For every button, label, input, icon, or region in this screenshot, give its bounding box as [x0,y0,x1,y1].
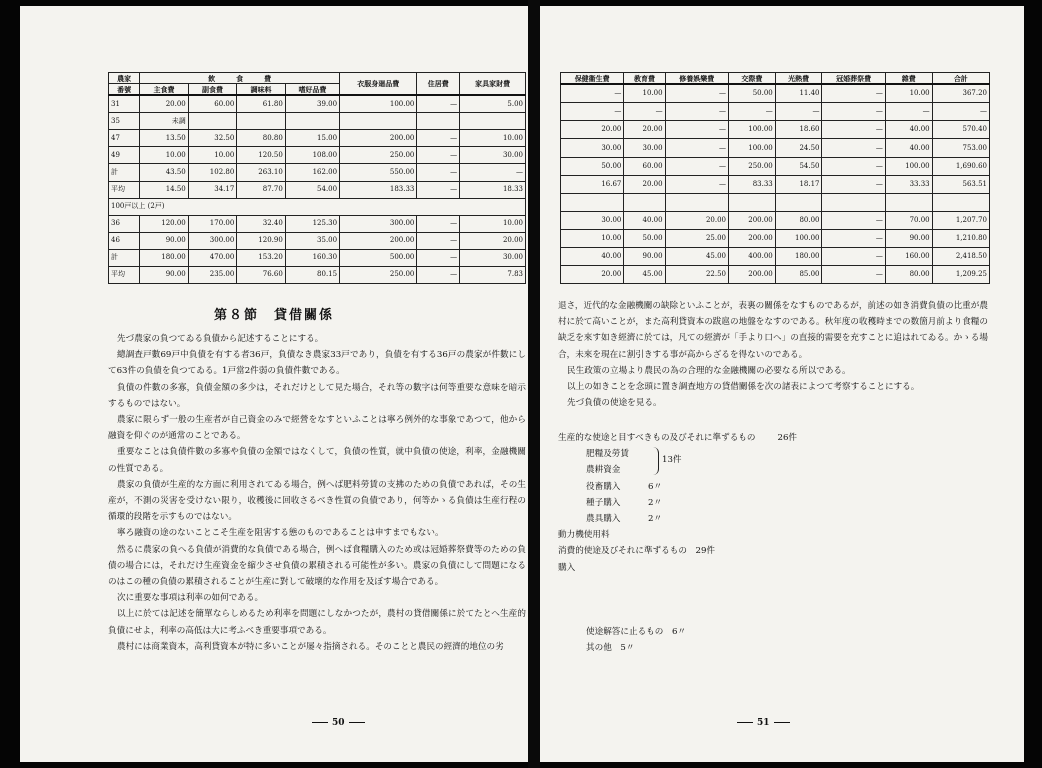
table-row [109,198,526,215]
list-item [558,640,988,656]
table-cell: 54.00 [285,181,339,198]
table-cell: 14.50 [140,181,189,198]
table-cell: 10.00 [561,229,624,247]
table-cell: 5.00 [460,95,526,113]
list-item [558,511,988,527]
table-cell: 263.10 [237,164,286,181]
table-cell: 11.40 [775,84,822,103]
table-cell: 平均 [109,266,140,283]
table-cell: 83.33 [728,175,775,193]
table-cell: — [417,130,460,147]
table-cell [775,193,822,211]
table-cell: 20.00 [460,232,526,249]
table-cell: — [417,232,460,249]
paragraph: 退さ，近代的な金融機關の缺除といふことが，表裏の關係をなすものであるが，前述の如き消費負債の比重が農村に於て高いことが，また高利貸資本の跋扈の地盤をなすのである。秋年度の收穫時までの数箇月前より食糧の缺乏を來す如き經濟に於ては，凡ての經濟が「手より口へ」の直接的需要を充すことに追はれてゐる。かゝる場合，未來を現在に割引きする事が高からざるを得ないのである。 [558,301,988,360]
table-cell [728,193,775,211]
list-item [558,576,988,592]
table-cell: 40.00 [624,211,665,229]
table-cell: 1,690.60 [932,157,989,175]
table-cell [624,193,665,211]
table-cell: 80.00 [885,265,932,283]
paragraph: 次に重要な事項は利率の如何である。 [117,593,264,604]
table-cell: — [822,229,885,247]
household-expense-table-left [108,72,526,284]
table-row [561,139,990,157]
table-cell [932,193,989,211]
table-cell: 43.50 [140,164,189,181]
section-title: 第８節 貸借關係 [213,308,334,323]
table-cell: 2,418.50 [932,247,989,265]
table-row [561,157,990,175]
table-cell: 100.00 [885,157,932,175]
table-cell: 20.00 [624,175,665,193]
table-cell: — [885,103,932,121]
table-cell: 46 [109,232,140,249]
table-row [561,193,990,211]
table-cell: 30.00 [561,139,624,157]
table-cell: — [665,84,728,103]
table-cell: 85.00 [775,265,822,283]
table-cell: 40.00 [885,121,932,139]
table-cell: 108.00 [285,147,339,164]
table-cell: 30.00 [460,147,526,164]
table-cell: 200.00 [728,229,775,247]
left-page [20,6,528,762]
paragraph: 先づ農家の負つてゐる負債から記述することにする。 [117,334,324,344]
tail-line: 消費的使途及びそれに準ずるもの 29件 [558,546,716,557]
usage-name: 種子購入 [586,497,621,508]
table-cell: 60.00 [188,95,237,113]
table-cell: 13.50 [140,130,189,147]
table-row [109,113,526,130]
table-cell: 180.00 [140,249,189,266]
table-cell: 1,209.25 [932,265,989,283]
table-cell [822,193,885,211]
page-number-right [733,718,794,728]
table-cell: 10.00 [188,147,237,164]
header-clothing: 衣服身廻品費 [340,73,417,96]
paragraph: 以上の如きことを念頭に置き調査地方の貸借關係を次の諸表によつて考察することにする。 [567,382,920,393]
paragraph: 然るに農家の負へる負債が消費的な負債である場合，例へば食糧購入のため或は冠婚葬祭費等のための負債の場合には，それだけ生産資金を縮少させ負債の累積される可能性が多い。農家の負債にして問題になるのはこの種の負債の累積されることが生産に對して破壞的な作用を及ぼす場合である。 [108,544,526,588]
table-cell: — [932,103,989,121]
table-cell: 160.30 [285,249,339,266]
table-cell: 183.33 [340,181,417,198]
table-cell: — [822,175,885,193]
table-cell: — [665,139,728,157]
table-cell: — [665,103,728,121]
table-cell: — [417,249,460,266]
table-cell: 30.00 [624,139,665,157]
list-item [558,462,988,478]
table-cell: 250.00 [340,266,417,283]
list-item [558,543,988,559]
right-page [540,6,1024,762]
table-cell: — [417,164,460,181]
table-cell: 20.00 [140,95,189,113]
right-body-text [558,298,988,411]
tail-line: 購入 [558,562,576,573]
left-body-text [108,331,526,655]
table-cell: 100戸以上 (2戸) [109,198,526,215]
table-row [561,211,990,229]
table-cell: 15.00 [285,130,339,147]
table-cell: 70.00 [885,211,932,229]
paragraph: 總調査戸數69戸中負債を有する者36戸，負債なき農家33戸であり，負債を有する36戸の農家が件數にして63件の負債を負つてゐる。1戸當2件弱の負債件數である。 [108,350,526,377]
table-cell: 10.00 [460,215,526,232]
table-row [109,266,526,283]
table-cell: — [624,103,665,121]
table-row [109,164,526,181]
table-cell: 20.00 [561,265,624,283]
table-cell: 76.60 [237,266,286,283]
table-cell [417,113,460,130]
book-gutter [528,0,540,768]
table-cell: 49 [109,147,140,164]
table-cell: — [417,95,460,113]
header-staple: 主食費 [140,84,189,96]
table-cell: 1,210.80 [932,229,989,247]
table-cell: — [822,139,885,157]
header-food-group: 飲 食 費 [140,73,340,84]
table-cell: 計 [109,249,140,266]
table-cell: 計 [109,164,140,181]
table-cell: 未調 [140,113,189,130]
usage-heading-row [558,430,988,446]
table-cell: 200.00 [340,130,417,147]
table-cell: 300.00 [188,232,237,249]
table-cell: 60.00 [624,157,665,175]
table-row [109,232,526,249]
table-cell: 300.00 [340,215,417,232]
paragraph: 負債の件數の多寡，負債金額の多少は，それだけとして見た場合，それ等の數字は何等重要な意味を暗示するものではない。 [108,382,526,409]
table-cell: 32.40 [237,215,286,232]
table-cell: 200.00 [728,265,775,283]
list-item [558,446,988,462]
table-cell: 34.17 [188,181,237,198]
table-cell: — [417,215,460,232]
table-cell: 39.00 [285,95,339,113]
household-expense-table-right [560,72,990,284]
table-cell: 102.80 [188,164,237,181]
table-cell [665,193,728,211]
brace-count: 13件 [662,455,682,465]
table-cell: — [561,84,624,103]
table-cell: 10.00 [460,130,526,147]
list-item [558,560,988,576]
table-cell: 40.00 [561,247,624,265]
table-cell: 470.00 [188,249,237,266]
paragraph: 以上に於ては記述を簡單ならしめるため利率を問題にしなかつたが，農村の貸借關係に於てたとへ生産的負債にせよ，利率の高低は大に考ふべき重要事項である。 [108,609,526,636]
table-cell: 61.80 [237,95,286,113]
table-cell: 50.00 [624,229,665,247]
table-row [109,249,526,266]
table-cell: 120.00 [140,215,189,232]
table-cell: 20.00 [561,121,624,139]
usage-count: 6〃 [648,481,663,492]
paragraph: 重要なことは負債件數の多寡や負債の金額ではなくして，負債の性質，就中負債の使途，利率，金融機關の性質である。 [108,447,526,474]
table-cell: 30.00 [460,249,526,266]
table-row [561,247,990,265]
list-item [558,479,988,495]
table-cell: 40.00 [885,139,932,157]
tail-line: 其の他 5〃 [586,643,635,654]
table-cell: 80.80 [237,130,286,147]
table-cell: 33.33 [885,175,932,193]
paragraph: 寧ろ融資の途のないことこそ生産を阻害する態のものであることは申すまでもない。 [117,528,444,539]
table-cell: — [822,103,885,121]
table-cell: 35 [109,113,140,130]
table-cell: 200.00 [340,232,417,249]
table-cell: 22.50 [665,265,728,283]
list-item [558,624,988,640]
table-cell: 31 [109,95,140,113]
table-cell: 30.00 [561,211,624,229]
table-cell: 平均 [109,181,140,198]
table-cell: 50.00 [561,157,624,175]
table-cell [460,113,526,130]
table-cell: 90.00 [140,232,189,249]
usage-count: 2〃 [648,513,663,524]
table-row [561,84,990,103]
table-cell: 400.00 [728,247,775,265]
header-ceremony: 冠婚葬祭費 [822,73,885,85]
table-cell: — [822,265,885,283]
tail-line: 動力機使用料 [558,530,610,541]
header-housing: 住居費 [417,73,460,96]
table-row [561,121,990,139]
table-cell: — [460,164,526,181]
table-cell [885,193,932,211]
table-cell: 25.00 [665,229,728,247]
table-cell: — [822,157,885,175]
table-cell: 10.00 [140,147,189,164]
table-cell: 50.00 [728,84,775,103]
table-cell: 100.00 [728,139,775,157]
table-row [109,147,526,164]
table-cell: 200.00 [728,211,775,229]
header-luxury: 嗜好品費 [285,84,339,96]
header-misc: 雜費 [885,73,932,85]
table-cell: 100.00 [728,121,775,139]
usage-count: 2〃 [648,497,663,508]
table-cell: 250.00 [728,157,775,175]
table-cell: 570.40 [932,121,989,139]
table-cell: 100.00 [340,95,417,113]
table-cell: 20.00 [624,121,665,139]
header-seasoning: 調味料 [237,84,286,96]
header-health: 保健衞生費 [561,73,624,85]
table-cell: 16.67 [561,175,624,193]
table-cell: 20.00 [665,211,728,229]
usage-heading: 生産的な使途と目すべきもの及びそれに準ずるもの [558,433,756,443]
table-cell: 47 [109,130,140,147]
table-cell: 36 [109,215,140,232]
usage-name: 役畜購入 [586,481,621,492]
table-cell: 563.51 [932,175,989,193]
table-cell: 250.00 [340,147,417,164]
table-cell: 160.00 [885,247,932,265]
table-cell: — [822,247,885,265]
table-cell: 120.50 [237,147,286,164]
table-cell: 7.83 [460,266,526,283]
table-cell: 80.15 [285,266,339,283]
usage-name: 農耕資金 [586,465,621,476]
paragraph: 農家に限らず一般の生産者が自己資金のみで經營をなすといふことは寧ろ例外的な事象であつて，他から融資を仰ぐのが通常のことである。 [108,415,526,442]
header-social: 交際費 [728,73,775,85]
table-cell: 32.50 [188,130,237,147]
table-cell: 235.00 [188,266,237,283]
table-cell: 10.00 [885,84,932,103]
page-number-text: 50 [332,718,345,728]
table-cell: 80.00 [775,211,822,229]
table-cell: — [775,103,822,121]
usage-name: 肥糧及勞賃 [586,449,629,460]
table-cell: — [417,266,460,283]
table-cell: 45.00 [624,265,665,283]
table-row [561,265,990,283]
table-cell: — [822,84,885,103]
header-furniture: 家具家財費 [460,73,526,96]
table-cell: — [561,103,624,121]
table-row [561,103,990,121]
page-number-left [308,718,369,728]
right-table-body [561,84,990,284]
table-cell: 90.00 [885,229,932,247]
table-cell: 500.00 [340,249,417,266]
table-cell: — [665,121,728,139]
table-cell: — [665,157,728,175]
table-row [561,175,990,193]
table-cell: 24.50 [775,139,822,157]
paragraph: 民生政策の立場より農民の為の合理的な金融機關の必要なる所以である。 [567,365,851,376]
table-cell: 45.00 [665,247,728,265]
table-cell: 10.00 [624,84,665,103]
list-item [558,592,988,608]
table-cell: — [665,175,728,193]
page-number-text: 51 [757,718,770,728]
brace-bracket [650,447,659,475]
table-cell: — [822,121,885,139]
table-cell: 153.20 [237,249,286,266]
table-cell: — [417,181,460,198]
table-cell [237,113,286,130]
table-cell: 1,207.70 [932,211,989,229]
table-cell: 162.00 [285,164,339,181]
table-cell: 54.50 [775,157,822,175]
table-cell [285,113,339,130]
table-cell: — [417,147,460,164]
table-cell: 18.17 [775,175,822,193]
header-fuel-light: 光熱費 [775,73,822,85]
table-cell: — [822,211,885,229]
paragraph: 農村には商業資本，高利貸資本が特に多いことが屡々指摘される。そのことと農民の經濟的地位の劣 [117,641,504,652]
paragraph: 先づ負債の使途を見る。 [567,398,662,409]
table-row [109,215,526,232]
table-cell: 170.00 [188,215,237,232]
list-item [558,495,988,511]
table-cell [340,113,417,130]
list-item [558,527,988,543]
table-row [561,229,990,247]
header-recreation: 修養娯樂費 [665,73,728,85]
header-farm: 農家 [109,73,140,84]
header-total: 合計 [932,73,989,85]
table-cell: 90.00 [140,266,189,283]
table-row [109,95,526,113]
table-cell: 18.60 [775,121,822,139]
table-cell: 550.00 [340,164,417,181]
table-cell: 125.30 [285,215,339,232]
table-cell: 180.00 [775,247,822,265]
table-cell: 120.90 [237,232,286,249]
table-cell [188,113,237,130]
table-row [109,181,526,198]
table-cell: 18.33 [460,181,526,198]
table-cell: 35.00 [285,232,339,249]
table-row [109,130,526,147]
table-cell: 87.70 [237,181,286,198]
table-cell: 367.20 [932,84,989,103]
table-cell: 90.00 [624,247,665,265]
table-cell [561,193,624,211]
header-education: 教育費 [624,73,665,85]
left-table-body [109,95,526,284]
usage-name: 農具購入 [586,513,621,524]
header-side-dish: 副食費 [188,84,237,96]
header-number: 番號 [109,84,140,96]
table-cell: — [728,103,775,121]
list-item [558,608,988,624]
debt-usage-list [558,430,988,657]
paragraph: 農家の負債が生産的な方面に利用されてゐる場合，例へば肥料勞賃の支拂のための負債であれば，その生産が，不測の災害を受けない限り，收穫後に回收さるべき性質の負債であり，何等かゝる負債は生産行程の循環的段階を示すものではない。 [108,479,526,523]
table-cell: 753.00 [932,139,989,157]
tail-line: 使途解答に止るもの 6〃 [586,627,686,638]
table-cell: 100.00 [775,229,822,247]
usage-total: 26件 [777,433,798,443]
